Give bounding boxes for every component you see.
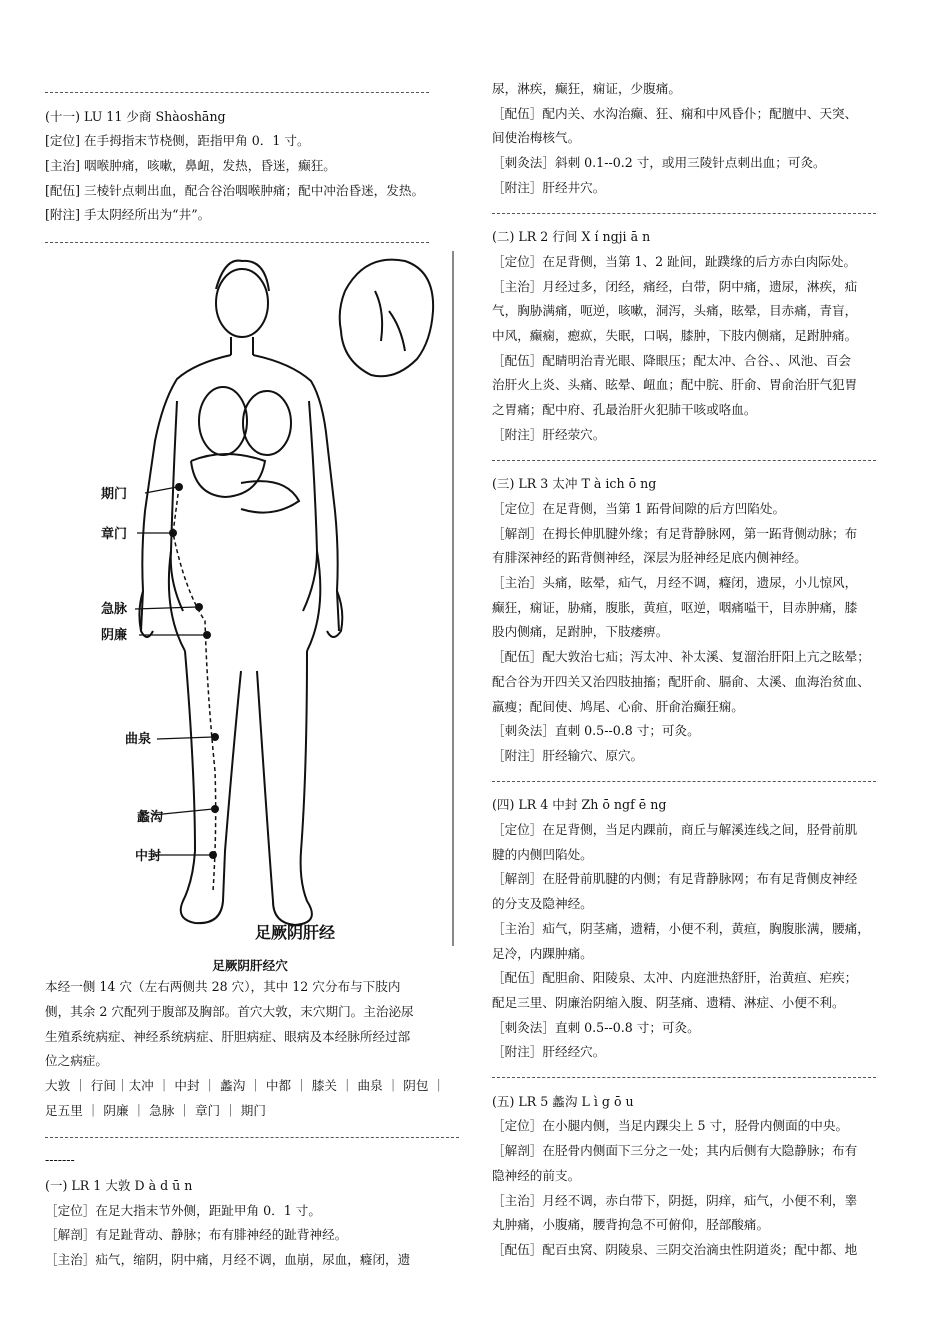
separator bbox=[492, 781, 876, 782]
separator bbox=[492, 460, 876, 461]
text-line: 足五里 ｜ 阴廉 ｜ 急脉 ｜ 章门 ｜ 期门 bbox=[45, 1103, 266, 1118]
text-line: (十一) LU 11 少商 Shàoshāng bbox=[45, 109, 226, 124]
text-line: ［解剖］在胫骨前肌腱的内侧；有足背静脉网；布有足背侧皮神经 bbox=[492, 871, 858, 887]
text-line: 有腓深神经的跖背侧神经，深层为胫神经足底内侧神经。 bbox=[492, 550, 807, 566]
text-line: [配伍] 三棱针点刺出血，配合谷治咽喉肿痛；配中冲治昏迷，发热。 bbox=[45, 183, 425, 198]
text-line: 位之病症。 bbox=[45, 1053, 108, 1068]
label-ligou: 蠡沟 bbox=[137, 810, 164, 825]
text-line: 中风，癫痫，瘛疭，失眠，口㖞，膝肿，下肢内侧痛，足跗肿痛。 bbox=[492, 328, 858, 343]
text-line: ［定位］在足背侧，当第 1、2 趾间，趾蹼缘的后方赤白肉际处。 bbox=[492, 253, 857, 269]
text-line: ［附注］肝经荥穴。 bbox=[492, 426, 606, 442]
text-line: ［解剖］在拇长伸肌腱外缘；有足背静脉网，第一跖背侧动脉；布 bbox=[492, 525, 858, 541]
text-line: 气，胸胁满痛，呃逆，咳嗽，洞泻，头痛，眩晕，目赤痛，青盲， bbox=[492, 303, 858, 319]
text-line: 配合谷为开四关又治四肢抽搐；配肝俞、膈俞、太溪、血海治贫血、 bbox=[492, 673, 870, 689]
text-line: 腱的内侧凹陷处。 bbox=[492, 846, 593, 862]
label-jimai: 急脉 bbox=[101, 602, 128, 617]
text-line: ［配伍］配内关、水沟治癫、狂、痫和中风昏仆；配膻中、天突、 bbox=[492, 105, 858, 121]
text-line: ［主治］疝气，阴茎痛，遗精，小便不利，黄疸，胸腹胀满，腰痛， bbox=[492, 920, 870, 936]
text-line: ［刺灸法］直刺 0.5--0.8 寸；可灸。 bbox=[492, 1019, 700, 1035]
text-line: [附注] 手太阴经所出为“井”。 bbox=[45, 207, 211, 222]
text-line: ［附注］肝经输穴、原穴。 bbox=[492, 747, 644, 763]
text-line: 侧，其余 2 穴配列于腹部及胸部。首穴大敦，末穴期门。主治泌尿 bbox=[45, 1004, 414, 1019]
text-line: ［解剖］在胫骨内侧面下三分之一处；其内后侧有大隐静脉；布有 bbox=[492, 1143, 858, 1159]
text-line: [主治] 咽喉肿痛，咳嗽，鼻衄，发热，昏迷，癫狂。 bbox=[45, 158, 336, 173]
text-line: 生殖系统病症、神经系统病症、肝胆病症、眼病及本经脉所经过部 bbox=[45, 1029, 411, 1044]
label-zhongfeng: 中封 bbox=[135, 849, 162, 864]
separator bbox=[45, 92, 429, 93]
text-line: 本经一侧 14 穴（左右两侧共 28 穴），其中 12 穴分布与下肢内 bbox=[45, 979, 401, 994]
text-line: 大敦 ｜ 行间｜太冲 ｜ 中封 ｜ 蠡沟 ｜ 中都 ｜ 膝关 ｜ 曲泉 ｜ 阴包 ｜ bbox=[45, 1078, 446, 1093]
text-line: ［配伍］配大敦治七疝；泻太冲、补太溪、复溜治肝阳上亢之眩晕； bbox=[492, 649, 870, 665]
text-line: 股内侧痛，足跗肿，下肢痿痹。 bbox=[492, 624, 669, 640]
text-line: 癫狂，痫证，胁痛，腹胀，黄疸，呕逆，咽痛嗌干，目赤肿痛，膝 bbox=[492, 599, 858, 615]
label-zhangmen: 章门 bbox=[101, 527, 128, 542]
text-line: ［定位］在足大指末节外侧，距趾甲角 0．1 寸。 bbox=[45, 1203, 321, 1218]
text-line: 配足三里、阴廉治阴缩入腹、阴茎痛、遗精、淋症、小便不利。 bbox=[492, 994, 845, 1010]
text-line: (一) LR 1 大敦 D à d ū n bbox=[45, 1178, 193, 1193]
figure-title: 足厥阴肝经 bbox=[255, 923, 336, 942]
text-line: 的分支及隐神经。 bbox=[492, 896, 593, 912]
separator bbox=[492, 1077, 876, 1078]
label-ququan: 曲泉 bbox=[125, 732, 152, 747]
text-line: ［定位］在足背侧，当第 1 跖骨间隙的后方凹陷处。 bbox=[492, 500, 786, 516]
text-line: 间使治梅核气。 bbox=[492, 130, 581, 146]
text-line: 羸瘦；配间使、鸠尾、心俞、肝俞治癫狂痫。 bbox=[492, 698, 744, 714]
separator bbox=[45, 1137, 459, 1138]
text-line: (四) LR 4 中封 Zh ō ngf ē ng bbox=[492, 797, 667, 813]
text-line: ［配伍］配睛明治青光眼、降眼压；配太冲、合谷、、风池、百会 bbox=[492, 352, 851, 368]
text-line: 足冷，内踝肿痛。 bbox=[492, 945, 593, 961]
text-line: ［刺灸法］斜刺 0.1--0.2 寸，或用三陵针点刺出血；可灸。 bbox=[492, 155, 826, 171]
text-line: ［主治］月经过多，闭经，痛经，白带，阴中痛，遗尿，淋疾，疝 bbox=[492, 278, 858, 294]
text-line: ------- bbox=[45, 1152, 75, 1167]
separator bbox=[45, 242, 429, 243]
text-line: 隐神经的前支。 bbox=[492, 1167, 581, 1183]
text-line: 丸肿痛，小腹痛，腰背拘急不可俯仰，胫部酸痛。 bbox=[492, 1217, 770, 1233]
text-line: ［配伍］配百虫窝、阴陵泉、三阴交治滴虫性阴道炎；配中都、地 bbox=[492, 1241, 858, 1257]
text-line: ［定位］在足背侧，当足内踝前，商丘与解溪连线之间，胫骨前肌 bbox=[492, 822, 858, 837]
text-line: (二) LR 2 行间 X í ngji ā n bbox=[492, 229, 651, 245]
text-line: 治肝火上炎、头痛、眩晕、衄血；配中脘、肝俞、胃俞治肝气犯胃 bbox=[492, 377, 858, 393]
text-line: ［刺灸法］直刺 0.5--0.8 寸；可灸。 bbox=[492, 723, 700, 739]
text-line: ［附注］肝经井穴。 bbox=[492, 179, 606, 195]
text-line: ［解剖］有足趾背动、静脉；布有腓神经的趾背神经。 bbox=[45, 1227, 348, 1242]
meridian-illustration bbox=[45, 251, 455, 946]
text-line: ［配伍］配胆俞、阳陵泉、太冲、内庭泄热舒肝，治黄疸、疟疾； bbox=[492, 970, 858, 986]
text-line: ［主治］疝气，缩阴，阴中痛，月经不调，血崩，尿血，癃闭，遗 bbox=[45, 1252, 411, 1267]
text-line: ［附注］肝经经穴。 bbox=[492, 1044, 606, 1060]
text-line: ［主治］月经不调，赤白带下，阴挺，阴痒，疝气，小便不利，睾 bbox=[492, 1192, 858, 1208]
label-yinlian: 阴廉 bbox=[101, 628, 128, 643]
label-qimen: 期门 bbox=[101, 487, 128, 502]
text-line: 尿，淋疾，癫狂，痫证，少腹痛。 bbox=[492, 81, 681, 96]
figure-caption: 足厥阴肝经穴 bbox=[212, 958, 288, 973]
separator bbox=[492, 213, 876, 214]
meridian-figure bbox=[45, 251, 455, 946]
text-line: [定位] 在手拇指末节桡侧，距指甲角 0．1 寸。 bbox=[45, 133, 310, 148]
text-line: ［主治］头痛，眩晕，疝气，月经不调，癃闭，遗尿，小儿惊风， bbox=[492, 575, 858, 590]
text-line: (三) LR 3 太冲 T à ich ō ng bbox=[492, 476, 657, 492]
text-line: (五) LR 5 蠡沟 L ì g ō u bbox=[492, 1093, 634, 1109]
text-line: ［定位］在小腿内侧，当足内踝尖上 5 寸，胫骨内侧面的中央。 bbox=[492, 1118, 849, 1134]
text-line: 之胃痛；配中府、孔最治肝火犯肺干咳或咯血。 bbox=[492, 402, 757, 418]
